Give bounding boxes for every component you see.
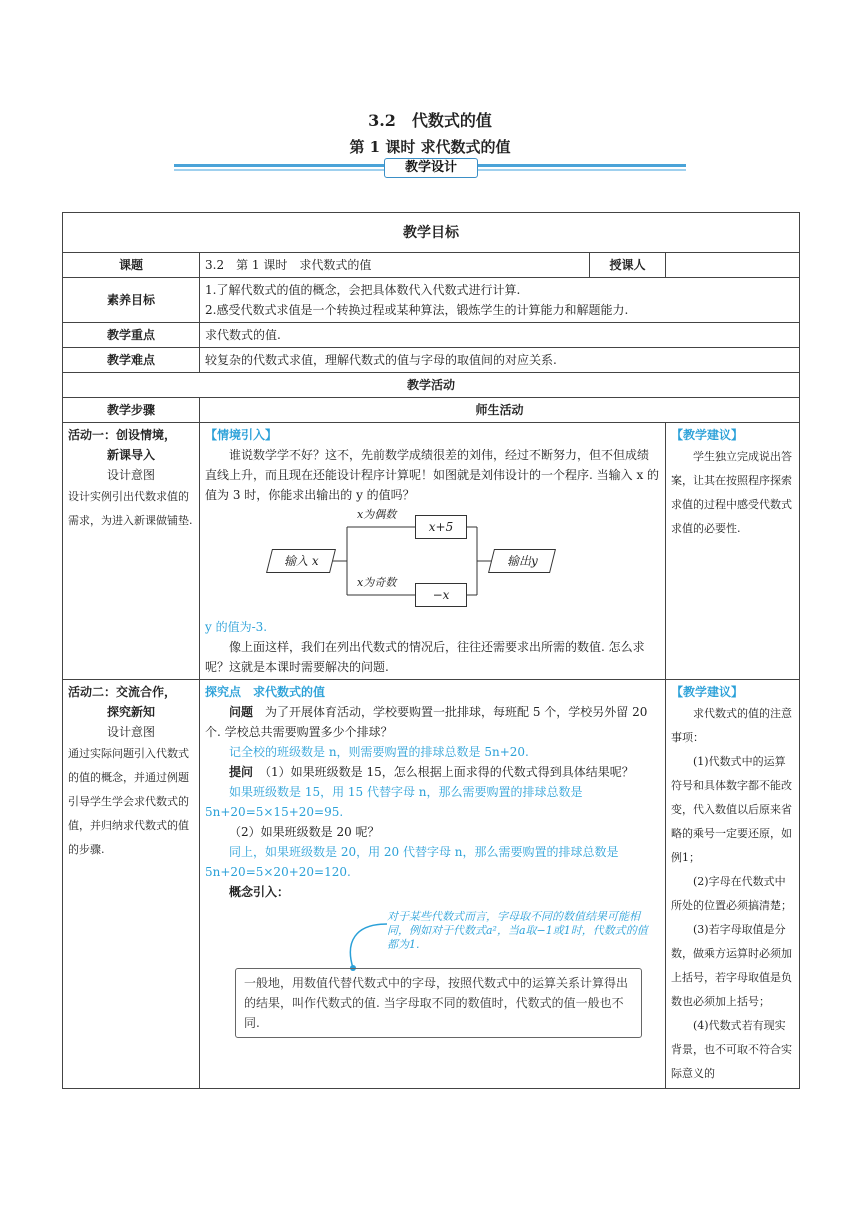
activity2-name: 活动二：交流合作， xyxy=(68,685,177,699)
activity1-name: 活动一：创设情境， xyxy=(68,428,177,442)
ask-2: （2）如果班级数是 20 呢？ xyxy=(229,825,380,839)
answer-2: 如果班级数是 15，用 15 代替字母 n，那么需要购置的排球总数是 5n+20=5×15+20=95. xyxy=(205,785,583,819)
page-title: 3.2 代数式的值 xyxy=(368,111,492,130)
answer-text: y 的值为-3. xyxy=(205,620,268,634)
suggestion-tag: 【教学建议】 xyxy=(671,428,744,442)
goal-label: 素养目标 xyxy=(63,278,200,323)
goal-content xyxy=(200,278,800,323)
difficulty-value: 较复杂的代数式求值，理解代数式的值与字母的取值间的对应关系. xyxy=(200,348,800,373)
teacher-value xyxy=(666,253,800,278)
key-label: 教学重点 xyxy=(63,323,200,348)
margin-note: 对于某些代数式而言，字母取不同的数值结果可能相同，例如对于代数式a²，当a取−1或1时，代数式的值都为1. xyxy=(387,910,648,951)
teacher-label: 授课人 xyxy=(590,253,666,278)
goal-line: 2.感受代数式求值是一个转换过程或某种算法，锻炼学生的计算能力和解题能力. xyxy=(205,303,629,317)
activity2-suggestion xyxy=(666,680,800,1089)
activity1-name-line2: 新课导入 xyxy=(106,448,155,462)
even-expression-box: x+5 xyxy=(415,515,467,539)
even-label: x为偶数 xyxy=(357,508,397,521)
section-banner xyxy=(174,158,686,178)
goal-line: 1.了解代数式的值的概念，会把具体数代入代数式进行计算. xyxy=(205,283,521,297)
goals-title: 教学目标 xyxy=(63,213,800,253)
intent-label: 设计意图 xyxy=(106,725,155,739)
activity2-steps xyxy=(63,680,200,1089)
activity2-content xyxy=(200,680,666,1089)
concept-area xyxy=(205,902,660,1052)
activity-title: 教学活动 xyxy=(63,373,800,398)
answer-3: 同上，如果班级数是 20，用 20 代替字母 n，那么需要购置的排球总数是 5n+20=5×20+20=120. xyxy=(205,845,619,879)
suggestion-intro: 求代数式的值的注意事项： xyxy=(671,707,792,744)
odd-label: x为奇数 xyxy=(357,576,397,589)
topic-label: 课题 xyxy=(63,253,200,278)
activity1-suggestion xyxy=(666,423,800,680)
intent-text: 通过实际问题引入代数式的值的概念，并通过例题引导学生学会求代数式的值，并归纳求代数式的值的步骤. xyxy=(68,747,189,856)
activity2-name-line2: 探究新知 xyxy=(106,705,155,719)
explore-point: 探究点 求代数式的值 xyxy=(205,685,326,699)
scenario-paragraph: 谁说数学学不好？这不，先前数学成绩很差的刘伟，经过不断努力，但不但成绩直线上升，而且现在还能设计程序计算呢！如图就是刘伟设计的一个程序. 当输入 x 的值为 3 时，你能求出输出的 y 的值吗？ xyxy=(205,448,660,502)
difficulty-label: 教学难点 xyxy=(63,348,200,373)
suggestion-item: (2)字母在代数式中所处的位置必须搞清楚； xyxy=(671,875,792,912)
banner-tag: 教学设计 xyxy=(384,158,478,178)
intent-text: 设计实例引出代数求值的需求，为进入新课做铺垫. xyxy=(68,490,193,527)
intent-label: 设计意图 xyxy=(106,468,155,482)
steps-label: 教学步骤 xyxy=(63,398,200,423)
input-box: 输入 x xyxy=(266,549,336,573)
activity1-content xyxy=(200,423,666,680)
concept-label: 概念引入： xyxy=(229,885,290,899)
ask-1: 提问 （1）如果班级数是 15，怎么根据上面求得的代数式得到具体结果呢？ xyxy=(229,765,634,779)
transition-paragraph: 像上面这样，我们在列出代数式的情况后，往往还需要求出所需的数值. 怎么求呢？这就是本课时需要解决的问题. xyxy=(205,640,645,674)
suggestion-tag: 【教学建议】 xyxy=(671,685,744,699)
key-value: 求代数式的值. xyxy=(200,323,800,348)
teacher-student-label: 师生活动 xyxy=(200,398,800,423)
question: 问题 为了开展体育活动，学校要购置一批排球，每班配 5 个，学校另外留 20 个. 学校总共需要购置多少个排球？ xyxy=(205,705,648,739)
odd-expression-box: −x xyxy=(415,583,467,607)
lesson-table xyxy=(62,212,800,1089)
output-box: 输出y xyxy=(488,549,556,573)
answer-1: 记全校的班级数是 n，则需要购置的排球总数是 5n+20. xyxy=(229,745,529,759)
concept-box: 一般地，用数值代替代数式中的字母，按照代数式中的运算关系计算得出的结果，叫作代数式的值. 当字母取不同的数值时，代数式的值一般也不同. xyxy=(235,968,642,1038)
suggestion-item: (1)代数式中的运算符号和具体数字都不能改变，代入数值以后原来省略的乘号一定要还原，如例1； xyxy=(671,755,792,864)
topic-value: 3.2 第 1 课时 求代数式的值 xyxy=(200,253,590,278)
activity1-steps xyxy=(63,423,200,680)
suggestion-item: (4)代数式若有现实背景，也不可取不符合实际意义的 xyxy=(671,1019,792,1080)
scenario-tag: 【情境引入】 xyxy=(205,428,278,442)
suggestion-item: (3)若字母取值是分数，做乘方运算时必须加上括号，若字母取值是负数也必须加上括号； xyxy=(671,923,792,1008)
page-subtitle: 第 1 课时 求代数式的值 xyxy=(349,138,511,156)
suggestion-text: 学生独立完成说出答案，让其在按照程序探索求值的过程中感受代数式求值的必要性. xyxy=(671,450,792,535)
program-flowchart xyxy=(265,509,565,613)
